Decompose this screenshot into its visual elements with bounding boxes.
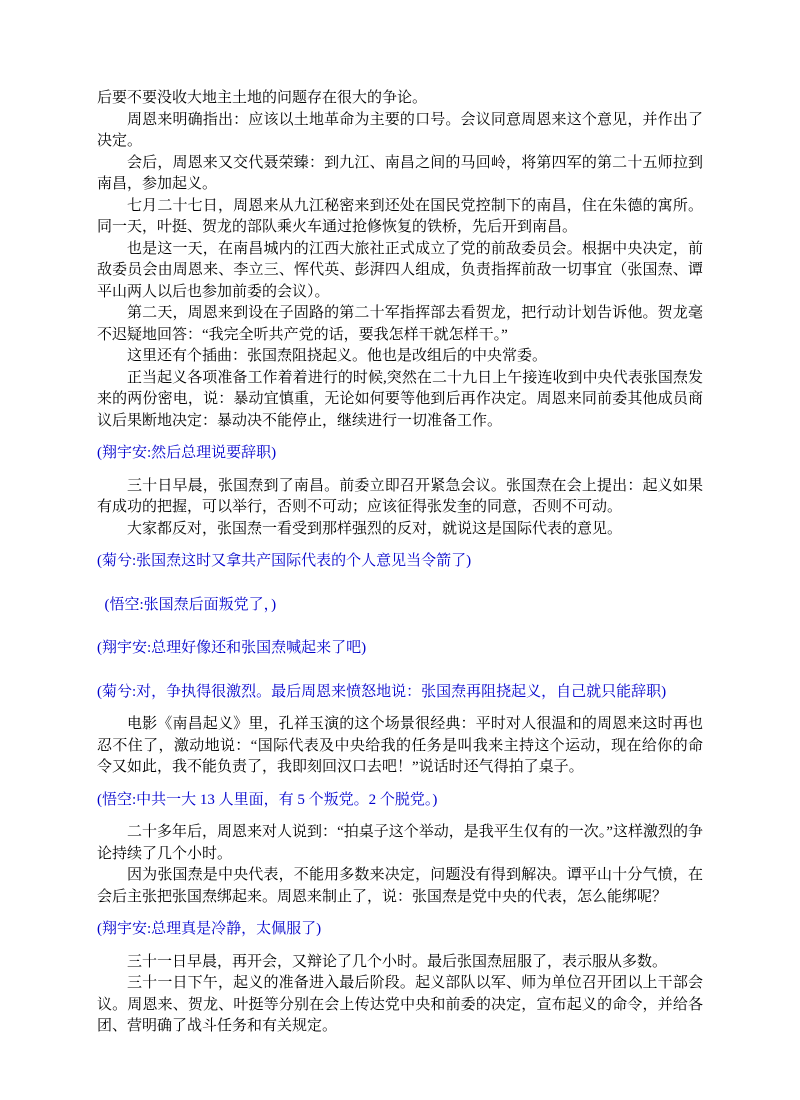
- reader-annotation: (翔宇安:总理真是冷静，太佩服了): [97, 921, 322, 937]
- reader-annotation: (悟空:张国焘后面叛党了，): [97, 596, 277, 613]
- reader-annotation: (翔宇安:然后总理说要辞职): [97, 445, 277, 461]
- reader-annotation: (悟空:中共一大 13 人里面，有 5 个叛党。2 个脱党。): [97, 791, 438, 808]
- body-paragraph: 会后，周恩来又交代聂荣臻：到九江、南昌之间的马回岭，将第四军的第二十五师拉到南昌，参加起义。: [97, 154, 703, 192]
- reader-annotation: (翔宇安:总理好像还和张国焘喊起来了吧): [97, 640, 367, 656]
- body-paragraph: 七月二十七日，周恩来从九江秘密来到还处在国民党控制下的南昌，住在朱德的寓所。同一天，叶挺、贺龙的部队乘火车通过抢修恢复的铁桥，先后开到南昌。: [97, 197, 703, 235]
- body-paragraph: 三十一日下午，起义的准备进入最后阶段。起义部队以军、师为单位召开团以上干部会议。周恩来、贺龙、叶挺等分别在会上传达党中央和前委的决定，宣布起义的命令，并给各团、营明确了战斗任务和有关规定。: [97, 975, 703, 1034]
- document-body: [97, 88, 703, 1038]
- body-paragraph: 正当起义各项准备工作着着进行的时候,突然在二十九日上午接连收到中央代表张国焘发来的两份密电，说：暴动宜慎重，无论如何要等他到后再作决定。周恩来同前委其他成员商议后果断地决定：暴动决不能停止，继续进行一切准备工作。: [97, 369, 703, 429]
- body-paragraph: 第二天，周恩来到设在子固路的第二十军指挥部去看贺龙，把行动计划告诉他。贺龙毫不迟疑地回答：“我完全听共产党的话，要我怎样干就怎样干。”: [97, 305, 703, 343]
- body-paragraph: 周恩来明确指出：应该以土地革命为主要的口号。会议同意周恩来这个意见，并作出了决定。: [97, 111, 703, 149]
- reader-annotation: (菊兮:张国焘这时又拿共产国际代表的个人意见当令箭了): [97, 553, 472, 569]
- body-paragraph: 电影《南昌起义》里，孔祥玉演的这个场景很经典：平时对人很温和的周恩来这时再也忍不住了，激动地说：“国际代表及中央给我的任务是叫我来主持这个运动，现在给你的命令又如此，我不能负责了，我即刻回汉口去吧！”说话时还气得拍了桌子。: [97, 716, 703, 775]
- body-paragraph: 三十日早晨，张国焘到了南昌。前委立即召开紧急会议。张国焘在会上提出：起义如果有成功的把握，可以举行，否则不可动；应该征得张发奎的同意，否则不可动。: [97, 477, 703, 515]
- body-paragraph: 因为张国焘是中央代表，不能用多数来决定，问题没有得到解决。谭平山十分气愤，在会后主张把张国焘绑起来。周恩来制止了，说：张国焘是党中央的代表，怎么能绑呢？: [97, 867, 703, 905]
- body-paragraph: 这里还有个插曲：张国焘阻挠起义。他也是改组后的中央常委。: [127, 348, 548, 364]
- body-paragraph: 二十多年后，周恩来对人说到：“拍桌子这个举动，是我平生仅有的一次。”这样激烈的争论持续了几个小时。: [97, 824, 703, 862]
- body-paragraph: 后要不要没收大地主土地的问题存在很大的争论。: [97, 90, 428, 106]
- reader-annotation: (菊兮:对，争执得很激烈。最后周恩来愤怒地说：张国焘再阻挠起义，自己就只能辞职): [97, 683, 667, 700]
- body-paragraph: 三十一日早晨，再开会，又辩论了几个小时。最后张国焘屈服了，表示服从多数。: [127, 953, 668, 970]
- body-paragraph: 大家都反对，张国焘一看受到那样强烈的反对，就说这是国际代表的意见。: [127, 520, 623, 537]
- body-paragraph: 也是这一天，在南昌城内的江西大旅社正式成立了党的前敌委员会。根据中央决定，前敌委员会由周恩来、李立三、恽代英、彭湃四人组成，负责指挥前敌一切事宜（张国焘、谭平山两人以后也参加前委的会议）。: [97, 240, 703, 300]
